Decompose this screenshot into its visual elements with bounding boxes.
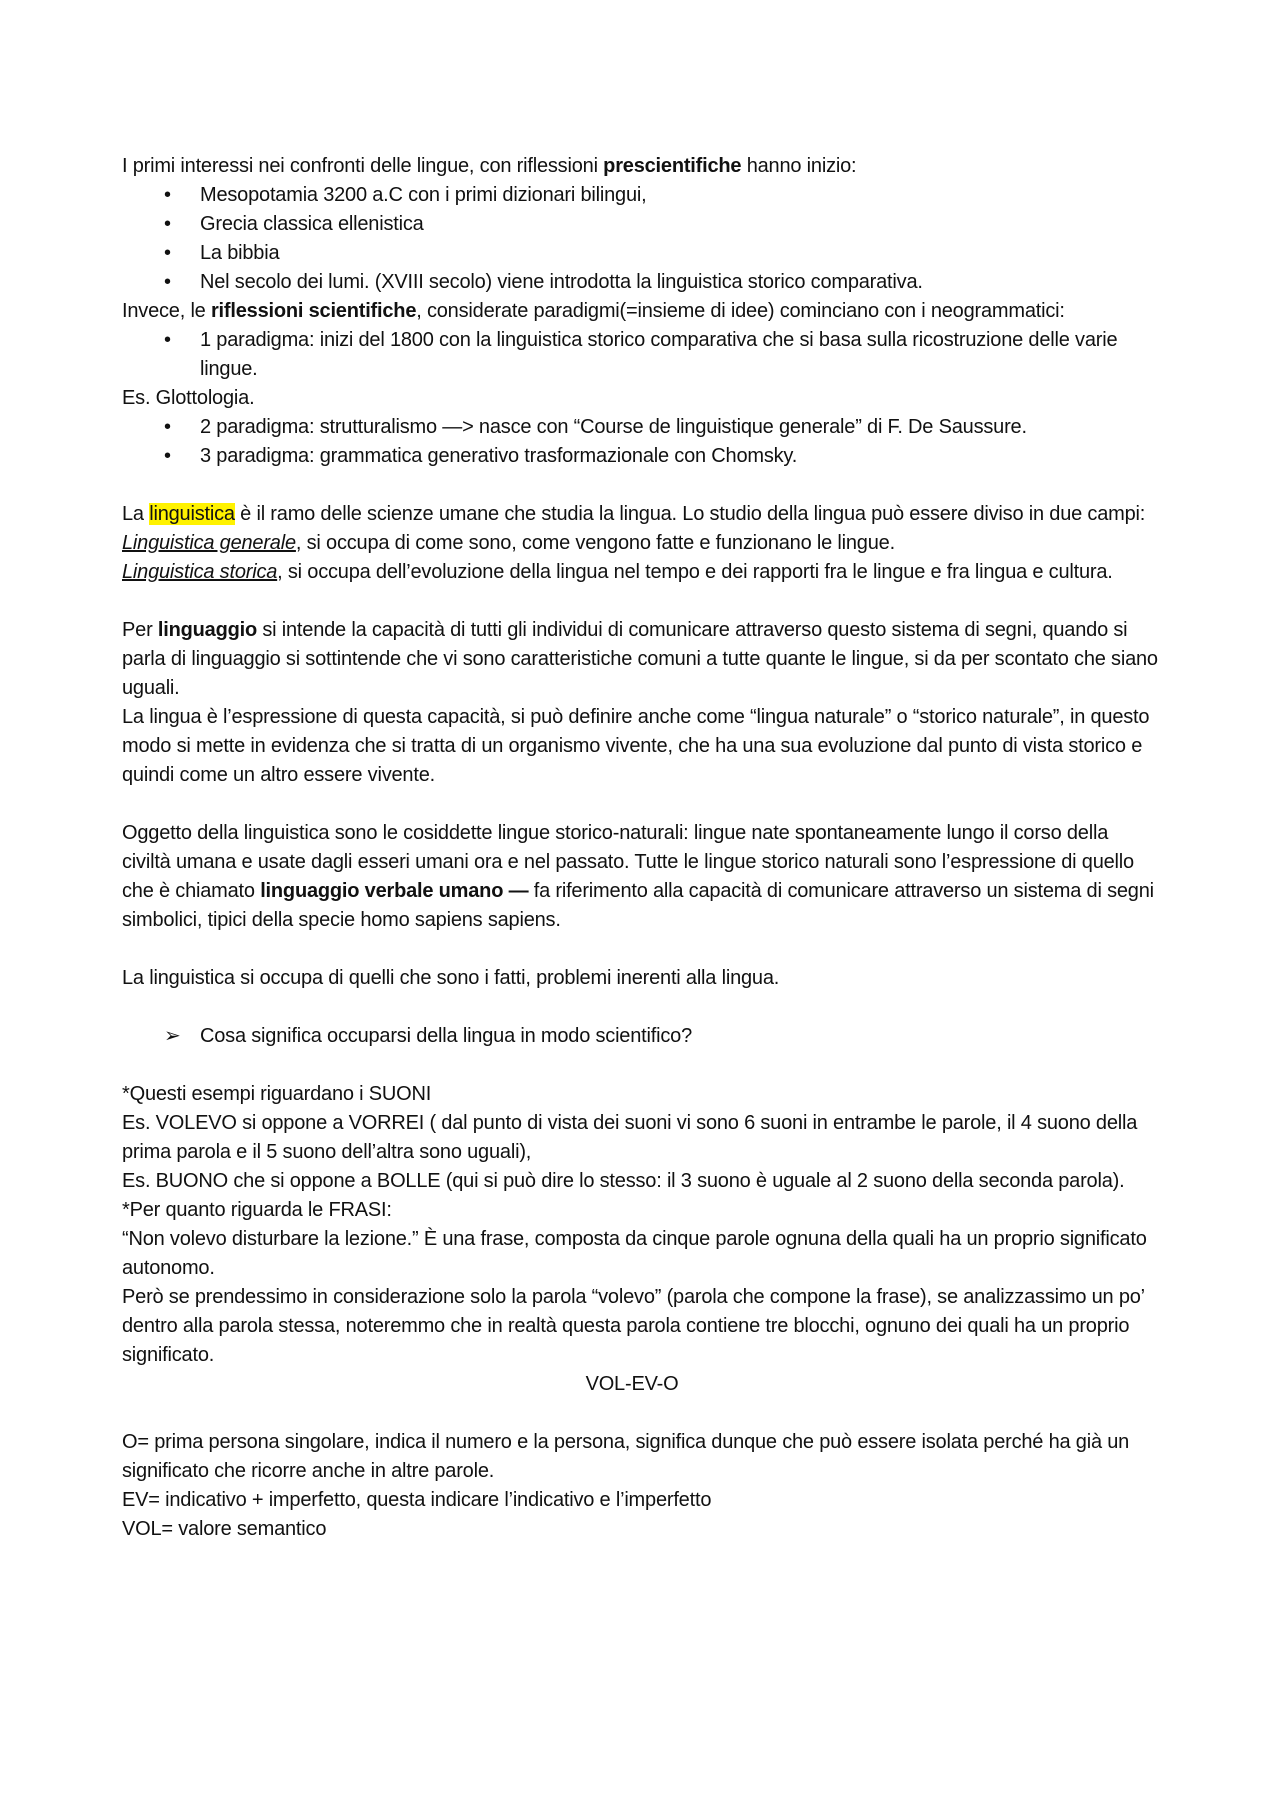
bold-term: linguaggio verbale umano — [260,880,529,902]
bullet-icon: • [164,416,171,438]
list-item: ➢ Cosa significa occuparsi della lingua in modo scientifico? [122,1022,1162,1051]
pero-paragraph: Però se prendessimo in considerazione solo la parola “volevo” (parola che compone la frase), se analizzassimo un po’ dentro alla parola stessa, noteremmo che in realtà questa parola contiene tre blocchi, ognuno dei quali ha un proprio significato. [122,1286,1145,1366]
bullet-icon: • [164,271,171,293]
ev-definition: EV= indicativo + imperfetto, questa indicare l’indicativo e l’imperfetto [122,1489,712,1511]
list-item: • 1 paradigma: inizi del 1800 con la linguistica storico comparativa che si basa sulla ricostruzione delle varie lingue. [122,326,1162,384]
bold-term: riflessioni scientifiche [210,300,417,322]
bullet-icon: • [164,445,171,467]
list-item: • 2 paradigma: strutturalismo —> nasce con “Course de linguistique generale” di F. De Saussure. [122,413,1162,442]
o-definition: O= prima persona singolare, indica il numero e la persona, significa dunque che può essere isolata perché ha già un significato che ricorre anche in altre parole. [122,1431,1130,1482]
vol-definition: VOL= valore semantico [122,1518,327,1540]
linguistica-paragraph: La linguistica è il ramo delle scienze umane che studia la lingua. Lo studio della lingua può essere diviso in due campi: [122,503,1146,525]
bullet-icon: • [164,213,171,235]
frasi-title: *Per quanto riguarda le FRASI: [122,1199,392,1221]
example-volevo: Es. VOLEVO si oppone a VORREI ( dal punto di vista dei suoni vi sono 6 suoni in entrambe le parole, il 4 suono della prima parola e il 5 suono dell’altra sono uguali), [122,1112,1138,1163]
general-linguistics-line: Linguistica generale, si occupa di come sono, come vengono fatte e funzionano le lingue. [122,532,895,554]
frase-example: “Non volevo disturbare la lezione.” È una frase, composta da cinque parole ognuna della quali ha un proprio significato autonomo. [122,1228,1147,1279]
highlighted-term: linguistica [149,503,235,525]
scientific-paragraph: Invece, le riflessioni scientifiche, considerate paradigmi(=insieme di idee) cominciano con i neogrammatici: [122,300,1065,322]
intro-paragraph: I primi interessi nei confronti delle lingue, con riflessioni prescientifiche hanno inizio: [122,155,857,177]
term: Linguistica storica [122,561,278,583]
word-segmentation: VOL-EV-O [585,1373,679,1395]
list-item: • Mesopotamia 3200 a.C con i primi dizionari bilingui, [122,181,1162,210]
list-item: • La bibbia [122,239,1162,268]
term: Linguistica generale [122,532,296,554]
bullet-icon: • [164,242,171,264]
origins-list [122,181,1162,297]
bullet-icon: • [164,184,171,206]
arrow-bullet-icon: ➢ [164,1025,181,1047]
glottologia-line: Es. Glottologia. [122,387,255,409]
historical-linguistics-line: Linguistica storica, si occupa dell’evoluzione della lingua nel tempo e dei rapporti fra le lingue e fra lingua e cultura. [122,561,1113,583]
example-buono: Es. BUONO che si oppone a BOLLE (qui si può dire lo stesso: il 3 suono è uguale al 2 suono della seconda parola). [122,1170,1125,1192]
question-list [122,1022,1162,1051]
list-item: • Nel secolo dei lumi. (XVIII secolo) viene introdotta la linguistica storico comparativa. [122,268,1162,297]
linguaggio-paragraph: Per linguaggio si intende la capacità di tutti gli individui di comunicare attraverso questo sistema di segni, quando si parla di linguaggio si sottintende che vi sono caratteristiche comuni a tutte quante le lingue, si da per scontato che siano uguali. [122,619,1158,699]
bullet-icon: • [164,329,171,351]
bold-term: prescientifiche [603,155,742,177]
document-body [122,152,1162,1544]
bold-term: linguaggio [157,619,257,641]
lingua-paragraph: La lingua è l’espressione di questa capacità, si può definire anche come “lingua naturale” o “storico naturale”, in questo modo si mette in evidenza che si tratta di un organismo vivente, che ha una sua evoluzione dal punto di vista storico e quindi come un altro essere vivente. [122,706,1150,786]
list-item: • Grecia classica ellenistica [122,210,1162,239]
oggetto-paragraph: Oggetto della linguistica sono le cosiddette lingue storico-naturali: lingue nate spontaneamente lungo il corso della civiltà umana e usate dagli esseri umani ora e nel passato. Tutte le lingue storico naturali sono l’espressione di quello che è chiamato linguaggio verbale umano — fa riferimento alla capacità di comunicare attraverso un sistema di segni simbolici, tipici della specie homo sapiens sapiens. [122,822,1154,931]
paradigm-list-1 [122,326,1162,384]
fatti-paragraph: La linguistica si occupa di quelli che sono i fatti, problemi inerenti alla lingua. [122,967,780,989]
paradigm-list-2 [122,413,1162,471]
list-item: • 3 paradigma: grammatica generativo trasformazionale con Chomsky. [122,442,1162,471]
suoni-title: *Questi esempi riguardano i SUONI [122,1083,432,1105]
